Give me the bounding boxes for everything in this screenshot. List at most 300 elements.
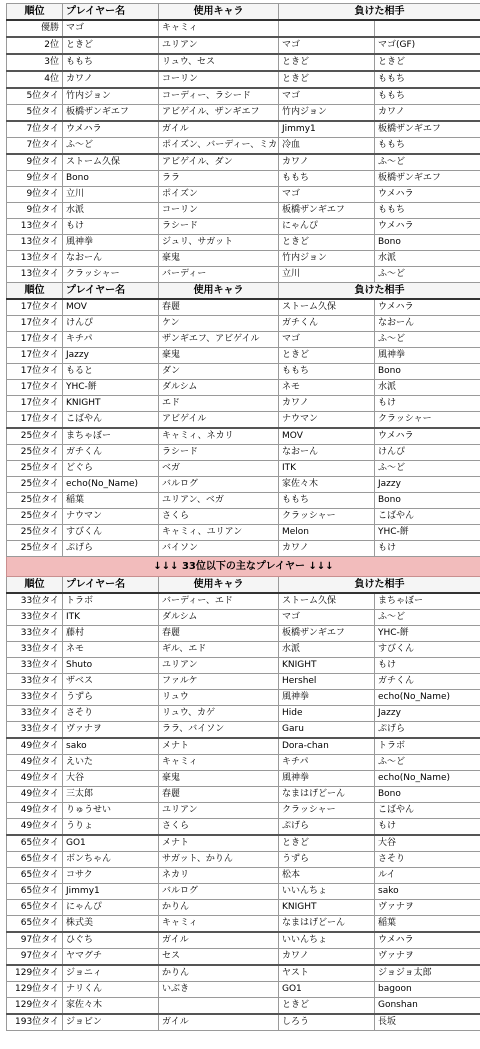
lost-to-1-cell: いいんちょ — [279, 884, 375, 900]
lost-to-1-cell: ネモ — [279, 380, 375, 396]
lost-to-2-cell: こばやん — [375, 803, 480, 819]
rank-cell: 優勝 — [7, 20, 63, 37]
table-row — [7, 982, 480, 998]
character-cell: いぶき — [159, 982, 279, 998]
player-cell: 家佐々木 — [63, 998, 159, 1015]
player-cell: 大谷 — [63, 771, 159, 787]
table-row — [7, 803, 480, 819]
player-cell: Jimmy1 — [63, 884, 159, 900]
table-row — [7, 593, 480, 610]
lost-to-2-cell: ヴァナヲ — [375, 949, 480, 966]
character-cell: 豪鬼 — [159, 348, 279, 364]
rank-cell: 25位タイ — [7, 541, 63, 557]
lost-to-2-cell: ももち — [375, 203, 480, 219]
player-cell: うりょ — [63, 819, 159, 836]
character-cell: コーリン — [159, 71, 279, 88]
table-row — [7, 998, 480, 1015]
player-cell: もけ — [63, 219, 159, 235]
lost-to-2-cell: もけ — [375, 541, 480, 557]
lost-to-1-cell: 竹内ジョン — [279, 105, 375, 122]
rank-cell: 33位タイ — [7, 658, 63, 674]
rank-cell: 9位タイ — [7, 187, 63, 203]
lost-to-1-cell: ももち — [279, 364, 375, 380]
player-cell: ヤマグチ — [63, 949, 159, 966]
table-row — [7, 412, 480, 429]
lost-to-2-cell: ウメハラ — [375, 187, 480, 203]
rank-cell: 97位タイ — [7, 932, 63, 949]
lost-to-2-cell: 板橋ザンギエフ — [375, 121, 480, 138]
character-cell: ダルシム — [159, 380, 279, 396]
rank-cell: 13位タイ — [7, 251, 63, 267]
lost-to-2-cell: ももち — [375, 71, 480, 88]
lost-to-2-cell: ウメハラ — [375, 932, 480, 949]
player-cell: ガチくん — [63, 445, 159, 461]
rank-cell: 5位タイ — [7, 105, 63, 122]
rank-cell: 65位タイ — [7, 916, 63, 933]
player-cell: どぐら — [63, 461, 159, 477]
character-cell: ダルシム — [159, 610, 279, 626]
table-row — [7, 428, 480, 445]
lost-to-1-cell: マゴ — [279, 610, 375, 626]
player-cell: 水派 — [63, 203, 159, 219]
character-cell: かりん — [159, 965, 279, 982]
results-table-body — [7, 4, 480, 1031]
character-cell: バーディー、エド — [159, 593, 279, 610]
lost-to-1-cell: ときど — [279, 998, 375, 1015]
player-cell: ITK — [63, 610, 159, 626]
lost-to-2-cell: ヴァナヲ — [375, 900, 480, 916]
lost-to-2-cell: echo(No_Name) — [375, 690, 480, 706]
rank-cell: 129位タイ — [7, 982, 63, 998]
player-cell: トラボ — [63, 593, 159, 610]
header-character: 使用キャラ — [159, 577, 279, 594]
player-cell: 株式美 — [63, 916, 159, 933]
lost-to-1-cell: ときど — [279, 71, 375, 88]
rank-cell: 25位タイ — [7, 428, 63, 445]
lost-to-2-cell: ふ～ど — [375, 461, 480, 477]
character-cell: キャミィ — [159, 755, 279, 771]
player-cell: Bono — [63, 171, 159, 187]
player-cell: Jazzy — [63, 348, 159, 364]
rank-cell: 65位タイ — [7, 835, 63, 852]
table-row — [7, 541, 480, 557]
player-cell: なおーん — [63, 251, 159, 267]
table-row — [7, 642, 480, 658]
table-row — [7, 900, 480, 916]
rank-cell: 7位タイ — [7, 121, 63, 138]
header-character: 使用キャラ — [159, 4, 279, 21]
table-row — [7, 348, 480, 364]
player-cell: ひぐち — [63, 932, 159, 949]
character-cell: ダン — [159, 364, 279, 380]
player-cell: カワノ — [63, 71, 159, 88]
character-cell: ユリアン — [159, 803, 279, 819]
rank-cell: 17位タイ — [7, 332, 63, 348]
character-cell: アビゲイル — [159, 412, 279, 429]
results-document — [6, 3, 480, 1031]
lost-to-1-cell: マゴ — [279, 37, 375, 54]
character-cell: リュウ — [159, 690, 279, 706]
lost-to-2-cell: 風神拳 — [375, 348, 480, 364]
lost-to-1-cell: なまはげどーん — [279, 787, 375, 803]
character-cell: ラシード — [159, 445, 279, 461]
lost-to-1-cell: 水派 — [279, 642, 375, 658]
lost-to-2-cell: 大谷 — [375, 835, 480, 852]
lost-to-1-cell: カワノ — [279, 396, 375, 412]
lost-to-1-cell: しろう — [279, 1014, 375, 1031]
player-cell: 風神拳 — [63, 235, 159, 251]
table-row — [7, 461, 480, 477]
rank-cell: 65位タイ — [7, 868, 63, 884]
rank-cell: 33位タイ — [7, 690, 63, 706]
table-row — [7, 610, 480, 626]
header-rank: 順位 — [7, 283, 63, 300]
lost-to-1-cell: 冷血 — [279, 138, 375, 155]
rank-cell: 7位タイ — [7, 138, 63, 155]
table-row — [7, 835, 480, 852]
character-cell: キャミィ — [159, 20, 279, 37]
character-cell: 豪鬼 — [159, 771, 279, 787]
lost-to-2-cell: ジョジョ太郎 — [375, 965, 480, 982]
lost-to-1-cell: 松本 — [279, 868, 375, 884]
rank-cell: 193位タイ — [7, 1014, 63, 1031]
rank-cell: 3位 — [7, 54, 63, 71]
section-banner: ↓↓↓ 33位以下の主なプレイヤー ↓↓↓ — [7, 557, 480, 577]
character-cell: ギル、エド — [159, 642, 279, 658]
lost-to-1-cell: うずら — [279, 852, 375, 868]
rank-cell: 49位タイ — [7, 738, 63, 755]
rank-cell: 17位タイ — [7, 299, 63, 316]
table-row — [7, 493, 480, 509]
character-cell: 春麗 — [159, 626, 279, 642]
lost-to-2-cell: ふ～ど — [375, 332, 480, 348]
player-cell: マゴ — [63, 20, 159, 37]
lost-to-2-cell: Bono — [375, 235, 480, 251]
character-cell: キャミィ、ユリアン — [159, 525, 279, 541]
table-row — [7, 658, 480, 674]
player-cell: ストーム久保 — [63, 154, 159, 171]
table-row — [7, 525, 480, 541]
rank-cell: 25位タイ — [7, 493, 63, 509]
rank-cell: 33位タイ — [7, 642, 63, 658]
table-row — [7, 251, 480, 267]
table-row — [7, 755, 480, 771]
header-player: プレイヤー名 — [63, 577, 159, 594]
rank-cell: 13位タイ — [7, 267, 63, 283]
player-cell: ナウマン — [63, 509, 159, 525]
table-row — [7, 706, 480, 722]
rank-cell: 17位タイ — [7, 316, 63, 332]
player-cell: 竹内ジョン — [63, 88, 159, 105]
lost-to-2-cell: 板橋ザンギエフ — [375, 171, 480, 187]
table-row — [7, 219, 480, 235]
lost-to-2-cell — [375, 20, 480, 37]
table-row — [7, 396, 480, 412]
character-cell: ザンギエフ、アビゲイル — [159, 332, 279, 348]
player-cell: ももち — [63, 54, 159, 71]
lost-to-2-cell: すびくん — [375, 642, 480, 658]
rank-cell: 25位タイ — [7, 525, 63, 541]
table-row — [7, 690, 480, 706]
lost-to-2-cell: 長坂 — [375, 1014, 480, 1031]
table-row — [7, 267, 480, 283]
lost-to-2-cell: ときど — [375, 54, 480, 71]
lost-to-1-cell: ときど — [279, 348, 375, 364]
lost-to-1-cell: 家佐々木 — [279, 477, 375, 493]
lost-to-1-cell: ときど — [279, 54, 375, 71]
rank-cell: 17位タイ — [7, 396, 63, 412]
table-row — [7, 445, 480, 461]
character-cell: ユリアン — [159, 658, 279, 674]
lost-to-1-cell: KNIGHT — [279, 658, 375, 674]
player-cell: えいた — [63, 755, 159, 771]
player-cell: ザベス — [63, 674, 159, 690]
lost-to-2-cell: カワノ — [375, 105, 480, 122]
table-row — [7, 949, 480, 966]
character-cell: バイソン — [159, 541, 279, 557]
character-cell: ガイル — [159, 932, 279, 949]
character-cell: ガイル — [159, 121, 279, 138]
lost-to-1-cell: マゴ — [279, 187, 375, 203]
player-cell: キチパ — [63, 332, 159, 348]
character-cell: ジュリ、サガット — [159, 235, 279, 251]
rank-cell: 13位タイ — [7, 235, 63, 251]
player-cell: ネモ — [63, 642, 159, 658]
table-row — [7, 105, 480, 122]
lost-to-1-cell: 風神拳 — [279, 690, 375, 706]
player-cell: 三太郎 — [63, 787, 159, 803]
lost-to-2-cell: ガチくん — [375, 674, 480, 690]
player-cell: さそり — [63, 706, 159, 722]
character-cell: サガット、かりん — [159, 852, 279, 868]
lost-to-1-cell: KNIGHT — [279, 900, 375, 916]
rank-cell: 5位タイ — [7, 88, 63, 105]
lost-to-2-cell: Gonshan — [375, 998, 480, 1015]
rank-cell: 17位タイ — [7, 348, 63, 364]
lost-to-2-cell: ももち — [375, 138, 480, 155]
character-cell: 春麗 — [159, 787, 279, 803]
table-row — [7, 771, 480, 787]
rank-cell: 33位タイ — [7, 722, 63, 739]
lost-to-2-cell: けんぴ — [375, 445, 480, 461]
character-cell: キャミィ、ネカリ — [159, 428, 279, 445]
lost-to-1-cell: Hershel — [279, 674, 375, 690]
table-row — [7, 88, 480, 105]
table-row — [7, 1014, 480, 1031]
player-cell: りゅうせい — [63, 803, 159, 819]
character-cell — [159, 998, 279, 1015]
table-row — [7, 819, 480, 836]
rank-cell: 25位タイ — [7, 477, 63, 493]
lost-to-2-cell: Jazzy — [375, 706, 480, 722]
character-cell: バーディー — [159, 267, 279, 283]
rank-cell: 17位タイ — [7, 412, 63, 429]
lost-to-2-cell: マゴ(GF) — [375, 37, 480, 54]
lost-to-2-cell: bagoon — [375, 982, 480, 998]
table-row — [7, 54, 480, 71]
player-cell: ナリくん — [63, 982, 159, 998]
lost-to-1-cell: Garu — [279, 722, 375, 739]
rank-cell: 9位タイ — [7, 154, 63, 171]
character-cell: バルログ — [159, 884, 279, 900]
lost-to-1-cell: マゴ — [279, 88, 375, 105]
rank-cell: 25位タイ — [7, 461, 63, 477]
rank-cell: 129位タイ — [7, 965, 63, 982]
player-cell: 立川 — [63, 187, 159, 203]
lost-to-1-cell: にゃんぴ — [279, 219, 375, 235]
lost-to-2-cell: ウメハラ — [375, 428, 480, 445]
character-cell: メナト — [159, 835, 279, 852]
rank-cell: 65位タイ — [7, 852, 63, 868]
lost-to-1-cell: なおーん — [279, 445, 375, 461]
character-cell: ララ — [159, 171, 279, 187]
lost-to-2-cell: ふ～ど — [375, 267, 480, 283]
table-row — [7, 171, 480, 187]
character-cell: ネカリ — [159, 868, 279, 884]
lost-to-1-cell: ナウマン — [279, 412, 375, 429]
player-cell: コサク — [63, 868, 159, 884]
lost-to-2-cell: なおーん — [375, 316, 480, 332]
lost-to-2-cell: 水派 — [375, 251, 480, 267]
lost-to-2-cell: 稲葉 — [375, 916, 480, 933]
lost-to-2-cell: Bono — [375, 787, 480, 803]
player-cell: echo(No_Name) — [63, 477, 159, 493]
player-cell: ヴァナヲ — [63, 722, 159, 739]
lost-to-2-cell: Bono — [375, 364, 480, 380]
table-row — [7, 316, 480, 332]
rank-cell: 33位タイ — [7, 674, 63, 690]
lost-to-1-cell: 立川 — [279, 267, 375, 283]
lost-to-2-cell: さそり — [375, 852, 480, 868]
header-row — [7, 4, 480, 21]
lost-to-2-cell: Jazzy — [375, 477, 480, 493]
rank-cell: 17位タイ — [7, 364, 63, 380]
lost-to-2-cell: ウメハラ — [375, 299, 480, 316]
lost-to-1-cell: カワノ — [279, 154, 375, 171]
player-cell: 板橋ザンギエフ — [63, 105, 159, 122]
table-row — [7, 235, 480, 251]
header-lost-to: 負けた相手 — [279, 283, 480, 300]
character-cell: ララ、バイソン — [159, 722, 279, 739]
player-cell: ジョニィ — [63, 965, 159, 982]
lost-to-1-cell: 風神拳 — [279, 771, 375, 787]
table-row — [7, 299, 480, 316]
player-cell: ぷげら — [63, 541, 159, 557]
character-cell: ポイズン — [159, 187, 279, 203]
lost-to-2-cell: もけ — [375, 819, 480, 836]
rank-cell: 25位タイ — [7, 445, 63, 461]
rank-cell: 33位タイ — [7, 593, 63, 610]
lost-to-1-cell: Dora-chan — [279, 738, 375, 755]
header-player: プレイヤー名 — [63, 283, 159, 300]
lost-to-2-cell: もけ — [375, 658, 480, 674]
player-cell: もると — [63, 364, 159, 380]
lost-to-1-cell: ガチくん — [279, 316, 375, 332]
table-row — [7, 787, 480, 803]
table-row — [7, 332, 480, 348]
table-row — [7, 626, 480, 642]
header-row — [7, 577, 480, 594]
table-row — [7, 477, 480, 493]
header-lost-to: 負けた相手 — [279, 577, 480, 594]
lost-to-1-cell: キチパ — [279, 755, 375, 771]
lost-to-1-cell: Melon — [279, 525, 375, 541]
lost-to-1-cell — [279, 20, 375, 37]
lost-to-1-cell: カワノ — [279, 949, 375, 966]
player-cell: ふ～ど — [63, 138, 159, 155]
lost-to-1-cell: ぷげら — [279, 819, 375, 836]
character-cell: コーリン — [159, 203, 279, 219]
character-cell: ラシード — [159, 219, 279, 235]
player-cell: ウメハラ — [63, 121, 159, 138]
lost-to-2-cell: echo(No_Name) — [375, 771, 480, 787]
character-cell: ベガ — [159, 461, 279, 477]
rank-cell: 129位タイ — [7, 998, 63, 1015]
character-cell: 豪鬼 — [159, 251, 279, 267]
table-row — [7, 380, 480, 396]
player-cell: ボンちゃん — [63, 852, 159, 868]
character-cell: メナト — [159, 738, 279, 755]
character-cell: ファルケ — [159, 674, 279, 690]
lost-to-2-cell: Bono — [375, 493, 480, 509]
table-row — [7, 916, 480, 933]
table-row — [7, 932, 480, 949]
player-cell: 稲葉 — [63, 493, 159, 509]
character-cell: 春麗 — [159, 299, 279, 316]
lost-to-2-cell: ぷげら — [375, 722, 480, 739]
lost-to-2-cell: まちゃぼー — [375, 593, 480, 610]
character-cell: ガイル — [159, 1014, 279, 1031]
lost-to-1-cell: なまはげどーん — [279, 916, 375, 933]
lost-to-2-cell: トラボ — [375, 738, 480, 755]
table-row — [7, 121, 480, 138]
lost-to-2-cell: YHC-餅 — [375, 525, 480, 541]
rank-cell: 33位タイ — [7, 626, 63, 642]
table-row — [7, 187, 480, 203]
results-table — [6, 3, 480, 1031]
rank-cell: 9位タイ — [7, 171, 63, 187]
rank-cell: 33位タイ — [7, 610, 63, 626]
table-row — [7, 884, 480, 900]
table-row — [7, 674, 480, 690]
player-cell: Shuto — [63, 658, 159, 674]
lost-to-1-cell: ももち — [279, 171, 375, 187]
lost-to-2-cell: こばやん — [375, 509, 480, 525]
rank-cell: 65位タイ — [7, 900, 63, 916]
table-row — [7, 738, 480, 755]
character-cell: アビゲイル、ダン — [159, 154, 279, 171]
table-row — [7, 71, 480, 88]
rank-cell: 97位タイ — [7, 949, 63, 966]
rank-cell: 4位 — [7, 71, 63, 88]
player-cell: まちゃぼー — [63, 428, 159, 445]
player-cell: MOV — [63, 299, 159, 316]
character-cell: ポイズン、バーディー、ミカ — [159, 138, 279, 155]
header-character: 使用キャラ — [159, 283, 279, 300]
lost-to-2-cell: もけ — [375, 396, 480, 412]
player-cell: にゃんぴ — [63, 900, 159, 916]
character-cell: セス — [159, 949, 279, 966]
rank-cell: 49位タイ — [7, 803, 63, 819]
character-cell: アビゲイル、ザンギエフ — [159, 105, 279, 122]
lost-to-2-cell: クラッシャー — [375, 412, 480, 429]
lost-to-1-cell: ヤスト — [279, 965, 375, 982]
character-cell: さくら — [159, 819, 279, 836]
lost-to-1-cell: いいんちょ — [279, 932, 375, 949]
header-rank: 順位 — [7, 577, 63, 594]
lost-to-1-cell: ときど — [279, 235, 375, 251]
lost-to-2-cell: sako — [375, 884, 480, 900]
